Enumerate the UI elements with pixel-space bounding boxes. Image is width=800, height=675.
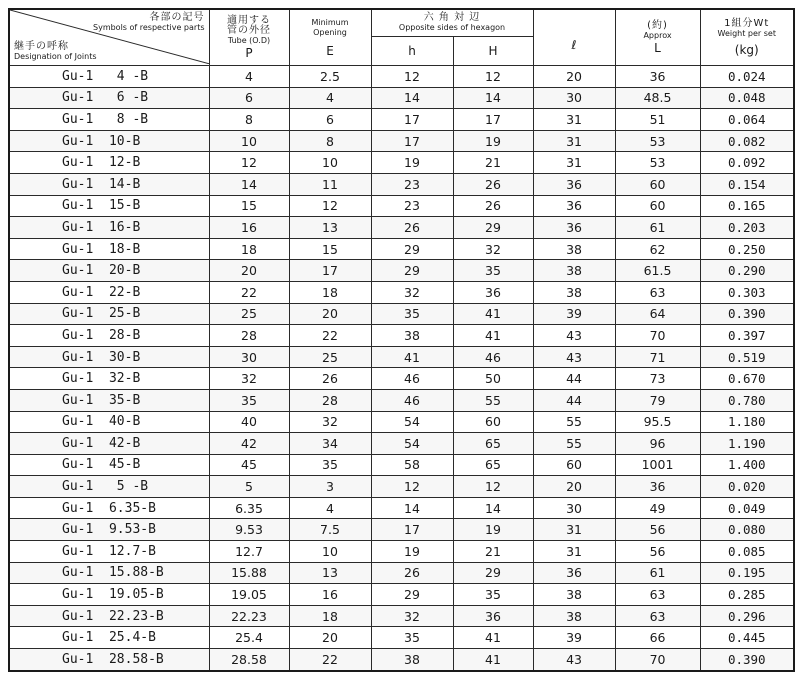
cell-h: 29 [453,562,533,584]
cell-h: 58 [371,454,453,476]
opening-en1: Minimum [311,17,349,27]
table-row [9,217,794,239]
cell-l: 70 [615,649,700,671]
cell-h: 29 [453,217,533,239]
cell-p: 18 [209,238,289,260]
cell-l: 49 [615,497,700,519]
cell-p: 20 [209,260,289,282]
h-small-letter: h [408,44,416,58]
weight-jp: 1組分Wt [724,17,770,29]
cell-h: 54 [371,433,453,455]
h-large-letter: H [488,44,498,58]
table-row [9,368,794,390]
tube-jp2: 管の外径 [227,24,271,36]
table-row [9,303,794,325]
cell-ell: 36 [533,562,615,584]
table-row [9,109,794,131]
table-row [9,173,794,195]
cell-h: 41 [453,627,533,649]
cell-h: 17 [371,109,453,131]
cell-ell: 39 [533,303,615,325]
cell-ell: 31 [533,519,615,541]
cell-designation: Gu-1 30-B [9,346,209,368]
symbols-en: Symbols of respective parts [93,23,205,32]
weight-en: Weight per set [717,28,776,38]
cell-l: 63 [615,281,700,303]
cell-p: 25.4 [209,627,289,649]
cell-h: 14 [453,497,533,519]
cell-h: 46 [371,389,453,411]
cell-p: 8 [209,109,289,131]
cell-h: 35 [371,627,453,649]
cell-h: 17 [453,109,533,131]
cell-e: 11 [289,173,371,195]
designation-label [14,42,97,62]
cell-p: 12.7 [209,541,289,563]
cell-h: 14 [371,87,453,109]
hex-en: Opposite sides of hexagon [398,23,506,32]
cell-e: 4 [289,87,371,109]
cell-ell: 31 [533,130,615,152]
cell-p: 14 [209,173,289,195]
weight-unit: (kg) [734,42,759,57]
cell-h: 41 [453,303,533,325]
length-letter: L [654,40,661,55]
cell-h: 46 [453,346,533,368]
cell-l: 61.5 [615,260,700,282]
cell-designation: Gu-1 18-B [9,238,209,260]
cell-e: 17 [289,260,371,282]
cell-wt: 1.180 [700,411,794,433]
cell-l: 36 [615,476,700,498]
table-row [9,281,794,303]
cell-l: 61 [615,217,700,239]
hex-jp: 六 角 対 辺 [423,12,481,23]
table-row [9,195,794,217]
cell-l: 64 [615,303,700,325]
cell-h: 19 [453,130,533,152]
cell-wt: 0.303 [700,281,794,303]
ell-letter: ℓ [571,37,577,52]
cell-h: 38 [371,649,453,671]
cell-h: 26 [453,173,533,195]
table-row [9,346,794,368]
table-row [9,433,794,455]
cell-designation: Gu-1 19.05-B [9,584,209,606]
cell-l: 70 [615,325,700,347]
cell-designation: Gu-1 25.4-B [9,627,209,649]
cell-l: 56 [615,541,700,563]
cell-wt: 1.400 [700,454,794,476]
cell-l: 73 [615,368,700,390]
cell-h: 41 [453,649,533,671]
cell-designation: Gu-1 45-B [9,454,209,476]
cell-h: 19 [371,152,453,174]
cell-wt: 0.154 [700,173,794,195]
cell-ell: 55 [533,433,615,455]
cell-designation: Gu-1 15-B [9,195,209,217]
cell-ell: 31 [533,152,615,174]
cell-h: 32 [453,238,533,260]
cell-ell: 43 [533,346,615,368]
table-row [9,130,794,152]
symbols-jp: 各部の記号 [149,12,205,23]
cell-e: 34 [289,433,371,455]
cell-wt: 0.390 [700,303,794,325]
cell-e: 35 [289,454,371,476]
cell-ell: 39 [533,627,615,649]
cell-p: 12 [209,152,289,174]
cell-h: 41 [371,346,453,368]
cell-l: 1001 [615,454,700,476]
cell-l: 53 [615,130,700,152]
cell-h: 29 [371,238,453,260]
table-row [9,649,794,671]
header-ell [533,9,615,66]
cell-h: 17 [371,130,453,152]
cell-p: 28 [209,325,289,347]
cell-ell: 43 [533,649,615,671]
table-row [9,389,794,411]
cell-l: 56 [615,519,700,541]
header-tube [209,9,289,66]
cell-e: 7.5 [289,519,371,541]
cell-ell: 38 [533,260,615,282]
cell-e: 22 [289,649,371,671]
table-row [9,325,794,347]
cell-l: 96 [615,433,700,455]
cell-designation: Gu-1 5 -B [9,476,209,498]
table-row [9,87,794,109]
cell-l: 63 [615,584,700,606]
cell-l: 61 [615,562,700,584]
cell-e: 18 [289,605,371,627]
cell-e: 26 [289,368,371,390]
cell-e: 13 [289,217,371,239]
cell-h: 26 [371,562,453,584]
cell-designation: Gu-1 15.88-B [9,562,209,584]
header-h-large [453,37,533,66]
cell-designation: Gu-1 12-B [9,152,209,174]
cell-wt: 0.780 [700,389,794,411]
cell-e: 6 [289,109,371,131]
cell-wt: 0.445 [700,627,794,649]
spec-table-container [8,8,793,672]
length-jp: (約) [647,19,668,31]
cell-ell: 36 [533,173,615,195]
cell-l: 71 [615,346,700,368]
cell-designation: Gu-1 14-B [9,173,209,195]
cell-wt: 0.519 [700,346,794,368]
cell-e: 10 [289,541,371,563]
symbols-label [93,13,205,33]
cell-designation: Gu-1 22-B [9,281,209,303]
cell-wt: 0.290 [700,260,794,282]
cell-ell: 43 [533,325,615,347]
cell-l: 63 [615,605,700,627]
cell-designation: Gu-1 28.58-B [9,649,209,671]
cell-h: 29 [371,584,453,606]
cell-h: 12 [371,66,453,88]
cell-h: 60 [453,411,533,433]
cell-ell: 44 [533,368,615,390]
cell-designation: Gu-1 6.35-B [9,497,209,519]
table-row [9,260,794,282]
cell-wt: 0.085 [700,541,794,563]
cell-l: 60 [615,195,700,217]
table-row [9,541,794,563]
cell-h: 35 [371,303,453,325]
cell-h: 19 [453,519,533,541]
header-length [615,9,700,66]
cell-p: 6.35 [209,497,289,519]
cell-h: 12 [453,476,533,498]
cell-e: 32 [289,411,371,433]
cell-designation: Gu-1 20-B [9,260,209,282]
cell-h: 65 [453,433,533,455]
cell-h: 65 [453,454,533,476]
cell-wt: 0.092 [700,152,794,174]
cell-p: 35 [209,389,289,411]
table-row [9,605,794,627]
cell-p: 10 [209,130,289,152]
table-row [9,454,794,476]
opening-en2: Opening [313,27,347,37]
cell-p: 9.53 [209,519,289,541]
cell-wt: 0.048 [700,87,794,109]
cell-l: 60 [615,173,700,195]
cell-l: 62 [615,238,700,260]
cell-l: 51 [615,109,700,131]
header-hexagon [371,9,533,37]
cell-wt: 0.080 [700,519,794,541]
cell-h: 35 [453,260,533,282]
cell-designation: Gu-1 12.7-B [9,541,209,563]
cell-designation: Gu-1 25-B [9,303,209,325]
header-opening [289,9,371,66]
cell-p: 28.58 [209,649,289,671]
cell-p: 45 [209,454,289,476]
cell-designation: Gu-1 6 -B [9,87,209,109]
cell-e: 13 [289,562,371,584]
cell-designation: Gu-1 22.23-B [9,605,209,627]
cell-e: 4 [289,497,371,519]
table-row [9,238,794,260]
cell-designation: Gu-1 9.53-B [9,519,209,541]
header-h-small [371,37,453,66]
cell-h: 41 [453,325,533,347]
table-row [9,66,794,88]
cell-ell: 30 [533,87,615,109]
cell-wt: 0.195 [700,562,794,584]
table-row [9,584,794,606]
cell-wt: 0.397 [700,325,794,347]
cell-designation: Gu-1 28-B [9,325,209,347]
cell-wt: 0.296 [700,605,794,627]
cell-h: 32 [371,281,453,303]
cell-wt: 0.250 [700,238,794,260]
cell-p: 6 [209,87,289,109]
cell-h: 23 [371,195,453,217]
cell-designation: Gu-1 40-B [9,411,209,433]
cell-ell: 30 [533,497,615,519]
cell-wt: 0.064 [700,109,794,131]
cell-ell: 38 [533,281,615,303]
cell-p: 40 [209,411,289,433]
cell-e: 28 [289,389,371,411]
cell-e: 20 [289,627,371,649]
cell-designation: Gu-1 10-B [9,130,209,152]
cell-wt: 0.670 [700,368,794,390]
cell-h: 38 [371,325,453,347]
cell-ell: 20 [533,476,615,498]
cell-l: 95.5 [615,411,700,433]
cell-p: 32 [209,368,289,390]
tube-jp1: 適用する [227,14,271,26]
cell-ell: 38 [533,238,615,260]
cell-wt: 1.190 [700,433,794,455]
cell-e: 16 [289,584,371,606]
table-row [9,152,794,174]
table-row [9,519,794,541]
table-row [9,411,794,433]
cell-p: 15 [209,195,289,217]
cell-p: 16 [209,217,289,239]
cell-p: 25 [209,303,289,325]
cell-h: 17 [371,519,453,541]
designation-en: Designation of Joints [14,52,97,61]
cell-h: 32 [371,605,453,627]
cell-p: 15.88 [209,562,289,584]
cell-h: 54 [371,411,453,433]
cell-p: 5 [209,476,289,498]
cell-e: 3 [289,476,371,498]
cell-designation: Gu-1 8 -B [9,109,209,131]
table-row [9,476,794,498]
cell-e: 2.5 [289,66,371,88]
cell-h: 12 [453,66,533,88]
cell-ell: 44 [533,389,615,411]
cell-h: 36 [453,605,533,627]
tube-en: Tube (O.D) [227,35,271,45]
cell-h: 14 [371,497,453,519]
cell-h: 35 [453,584,533,606]
cell-p: 30 [209,346,289,368]
designation-jp: 継手の呼称 [14,41,69,52]
cell-e: 22 [289,325,371,347]
cell-ell: 38 [533,584,615,606]
cell-h: 19 [371,541,453,563]
cell-wt: 0.024 [700,66,794,88]
cell-wt: 0.049 [700,497,794,519]
table-row [9,562,794,584]
cell-h: 46 [371,368,453,390]
cell-ell: 55 [533,411,615,433]
cell-designation: Gu-1 4 -B [9,66,209,88]
cell-e: 18 [289,281,371,303]
cell-h: 12 [371,476,453,498]
table-row [9,627,794,649]
cell-h: 21 [453,541,533,563]
cell-designation: Gu-1 32-B [9,368,209,390]
cell-wt: 0.165 [700,195,794,217]
cell-e: 25 [289,346,371,368]
cell-l: 48.5 [615,87,700,109]
cell-h: 21 [453,152,533,174]
cell-wt: 0.082 [700,130,794,152]
cell-ell: 20 [533,66,615,88]
length-en: Approx [643,30,672,40]
joint-spec-table [8,8,795,672]
table-row [9,497,794,519]
cell-h: 14 [453,87,533,109]
cell-l: 36 [615,66,700,88]
cell-designation: Gu-1 16-B [9,217,209,239]
cell-h: 23 [371,173,453,195]
cell-l: 79 [615,389,700,411]
cell-wt: 0.285 [700,584,794,606]
cell-ell: 38 [533,605,615,627]
cell-l: 66 [615,627,700,649]
cell-p: 22 [209,281,289,303]
cell-ell: 31 [533,109,615,131]
cell-p: 42 [209,433,289,455]
cell-e: 12 [289,195,371,217]
cell-h: 26 [453,195,533,217]
header-weight [700,9,794,66]
cell-h: 26 [371,217,453,239]
cell-ell: 36 [533,195,615,217]
cell-h: 50 [453,368,533,390]
cell-ell: 36 [533,217,615,239]
cell-p: 4 [209,66,289,88]
cell-p: 22.23 [209,605,289,627]
cell-ell: 60 [533,454,615,476]
cell-e: 15 [289,238,371,260]
opening-letter: E [326,43,334,58]
cell-wt: 0.390 [700,649,794,671]
cell-e: 10 [289,152,371,174]
cell-h: 29 [371,260,453,282]
cell-h: 55 [453,389,533,411]
cell-e: 20 [289,303,371,325]
cell-wt: 0.020 [700,476,794,498]
cell-ell: 31 [533,541,615,563]
cell-wt: 0.203 [700,217,794,239]
cell-l: 53 [615,152,700,174]
spec-table-body [9,66,794,671]
cell-p: 19.05 [209,584,289,606]
cell-designation: Gu-1 35-B [9,389,209,411]
cell-e: 8 [289,130,371,152]
tube-letter: P [245,45,253,60]
header-designation-cell [9,9,209,66]
cell-designation: Gu-1 42-B [9,433,209,455]
cell-h: 36 [453,281,533,303]
